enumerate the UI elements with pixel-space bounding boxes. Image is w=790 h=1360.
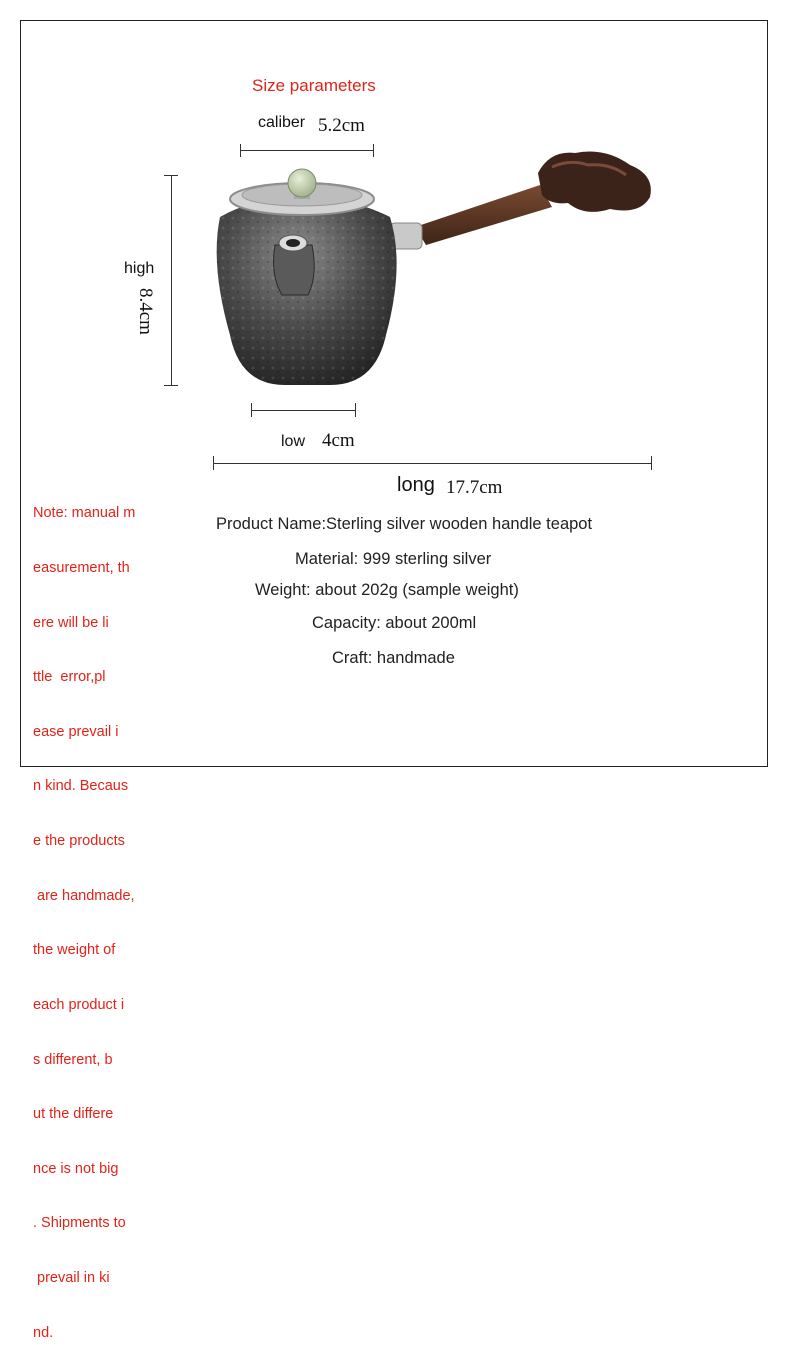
long-label: long [397,474,435,496]
caliber-value: 5.2cm [318,115,365,136]
note-line: ttle error,pl [33,669,106,686]
low-tick-left [251,403,252,417]
note-line: are handmade, [33,887,135,904]
teapot-image [190,145,665,395]
long-tick-right [651,456,652,470]
product-name-text: Product Name:Sterling silver wooden handle teapot [216,515,593,533]
material-text: Material: 999 sterling silver [295,550,492,568]
note-line: s different, b [33,1051,113,1068]
long-value: 17.7cm [446,477,503,498]
note-line: each product i [33,996,125,1013]
high-dimension-line [171,176,172,386]
low-dimension-line [251,410,356,411]
note-line: ease prevail i [33,723,119,740]
low-tick-right [355,403,356,417]
note-line: nd. [33,1324,54,1341]
long-tick-left [213,456,214,470]
high-label: high [124,260,155,277]
note-line: . Shipments to [33,1215,126,1232]
capacity-text: Capacity: about 200ml [312,614,477,632]
low-value: 4cm [322,430,355,451]
measurement-note [33,468,148,1360]
high-tick-top [164,175,178,176]
note-line: Note: manual m [33,505,136,522]
note-line: prevail in ki [33,1269,110,1286]
note-line: easurement, th [33,560,130,577]
note-line: the weight of [33,942,116,959]
craft-text: Craft: handmade [332,649,455,667]
note-line: ut the differe [33,1106,114,1123]
size-parameters-title: Size parameters [252,76,376,95]
note-line: e the products [33,833,125,850]
high-value: 8.4cm [135,288,156,335]
note-line: nce is not big [33,1160,119,1177]
note-line: n kind. Becaus [33,778,129,795]
high-tick-bottom [164,385,178,386]
note-line: ere will be li [33,614,109,631]
low-label: low [281,433,306,450]
long-dimension-line [213,463,652,464]
weight-text: Weight: about 202g (sample weight) [255,581,519,599]
caliber-label: caliber [258,114,306,131]
